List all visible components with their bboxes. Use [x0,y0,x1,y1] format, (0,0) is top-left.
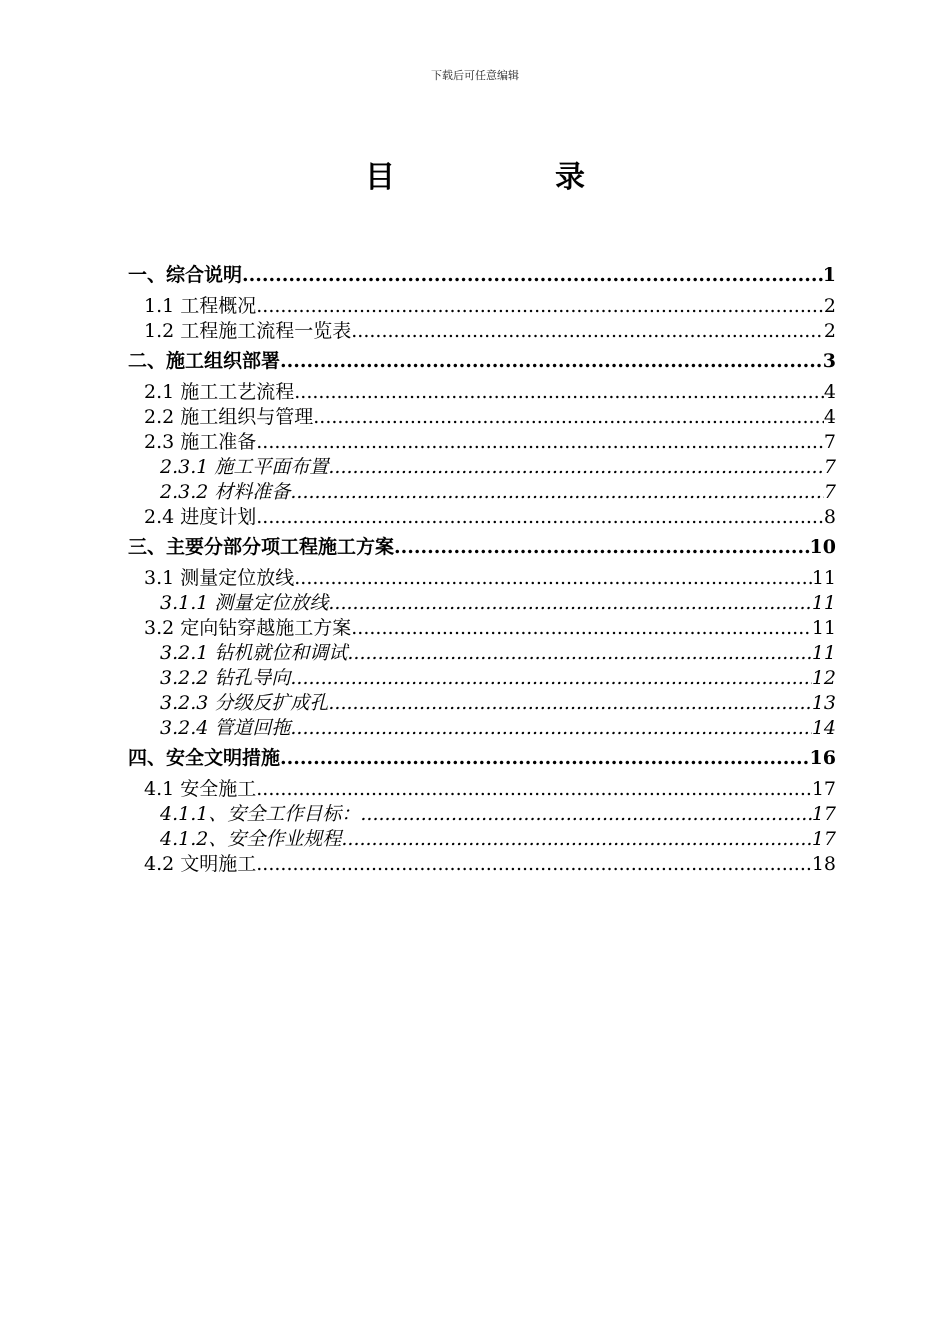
toc-leader-dots [256,505,824,530]
toc-leader-dots [290,716,811,741]
toc-leader-dots [351,319,824,344]
toc-entry[interactable] [128,346,836,376]
toc-entry-label: 2.3.2 材料准备 [160,481,291,503]
toc-leader-dots [280,346,823,376]
title-char-left: 目 [365,160,395,195]
toc-entry[interactable] [128,852,836,877]
toc-leader-dots [313,405,824,430]
toc-entry-label: 3.2.4 管道回拖 [160,717,291,739]
toc-entry[interactable] [128,566,836,591]
toc-entry[interactable] [128,743,836,773]
toc-entry-page: 16 [809,747,836,769]
toc-leader-dots [294,380,824,405]
toc-entry[interactable] [128,616,836,641]
toc-entry-page: 2 [823,320,836,342]
toc-entry-label: 4.1.2、安全作业规程 [160,828,342,850]
toc-leader-dots [351,616,812,641]
toc-entry-page: 10 [809,536,836,558]
toc-entry[interactable] [128,430,836,455]
toc-entry[interactable] [128,455,836,480]
toc-entry-page: 13 [811,692,836,714]
toc-entry-label: 二、施工组织部署 [128,350,281,372]
toc-leader-dots [360,802,811,827]
toc-entry[interactable] [128,591,836,616]
toc-entry-page: 11 [811,617,836,639]
toc-entry-page: 4 [823,406,836,428]
page-title [0,152,950,196]
toc-entry[interactable] [128,505,836,530]
toc-entry[interactable] [128,380,836,405]
toc-entry[interactable] [128,666,836,691]
toc-entry-page: 12 [811,667,836,689]
toc-entry-page: 8 [823,506,836,528]
toc-leader-dots [328,591,811,616]
toc-entry[interactable] [128,802,836,827]
toc-leader-dots [256,777,812,802]
toc-leader-dots [328,691,811,716]
toc-entry[interactable] [128,777,836,802]
toc-entry-page: 7 [823,481,836,503]
toc-entry-label: 2.4 进度计划 [144,506,257,528]
toc-entry[interactable] [128,641,836,666]
toc-leader-dots [328,455,824,480]
toc-entry[interactable] [128,294,836,319]
toc-entry-label: 一、综合说明 [128,264,243,286]
toc-leader-dots [256,852,812,877]
header-note: 下载后可任意编辑 [431,69,519,82]
toc-entry-page: 7 [823,431,836,453]
toc-leader-dots [347,641,811,666]
toc-entry-label: 3.1.1 测量定位放线 [160,592,329,614]
toc-leader-dots [242,260,823,290]
toc-entry-label: 3.2.3 分级反扩成孔 [160,692,329,714]
toc-entry[interactable] [128,532,836,562]
toc-entry[interactable] [128,716,836,741]
toc-entry-label: 2.2 施工组织与管理 [144,406,314,428]
toc-entry-label: 3.2.2 钻孔导向 [160,667,291,689]
toc-leader-dots [394,532,810,562]
toc-entry-label: 1.1 工程概况 [144,295,257,317]
toc-entry-label: 3.1 测量定位放线 [144,567,295,589]
toc-entry-label: 1.2 工程施工流程一览表 [144,320,352,342]
toc-leader-dots [256,294,824,319]
toc-entry[interactable] [128,827,836,852]
toc-entry-page: 17 [811,778,836,800]
toc-leader-dots [341,827,811,852]
toc-leader-dots [290,480,824,505]
title-char-right: 录 [555,160,585,195]
toc-entry-label: 3.2 定向钻穿越施工方案 [144,617,352,639]
toc-entry-label: 4.1.1、安全工作目标： [160,803,361,825]
toc-entry-page: 3 [822,350,836,372]
toc-entry[interactable] [128,319,836,344]
toc-entry-label: 3.2.1 钻机就位和调试 [160,642,348,664]
toc-entry[interactable] [128,405,836,430]
toc-entry-label: 三、主要分部分项工程施工方案 [128,536,395,558]
toc-entry-page: 4 [823,381,836,403]
table-of-contents [128,258,836,877]
toc-entry[interactable] [128,480,836,505]
toc-leader-dots [290,666,811,691]
toc-leader-dots [280,743,810,773]
toc-entry-page: 17 [811,828,836,850]
toc-leader-dots [256,430,824,455]
toc-entry[interactable] [128,260,836,290]
toc-entry-page: 11 [811,567,836,589]
toc-entry[interactable] [128,691,836,716]
toc-entry-page: 17 [811,803,836,825]
toc-entry-label: 2.1 施工工艺流程 [144,381,295,403]
toc-entry-page: 7 [823,456,836,478]
toc-entry-page: 18 [811,853,836,875]
toc-entry-page: 2 [823,295,836,317]
toc-entry-page: 11 [811,592,836,614]
toc-entry-page: 11 [811,642,836,664]
toc-entry-label: 2.3 施工准备 [144,431,257,453]
toc-entry-label: 2.3.1 施工平面布置 [160,456,329,478]
toc-entry-label: 4.1 安全施工 [144,778,257,800]
toc-entry-label: 4.2 文明施工 [144,853,257,875]
toc-entry-page: 1 [822,264,836,286]
toc-leader-dots [294,566,812,591]
toc-entry-label: 四、安全文明措施 [128,747,281,769]
toc-entry-page: 14 [811,717,836,739]
